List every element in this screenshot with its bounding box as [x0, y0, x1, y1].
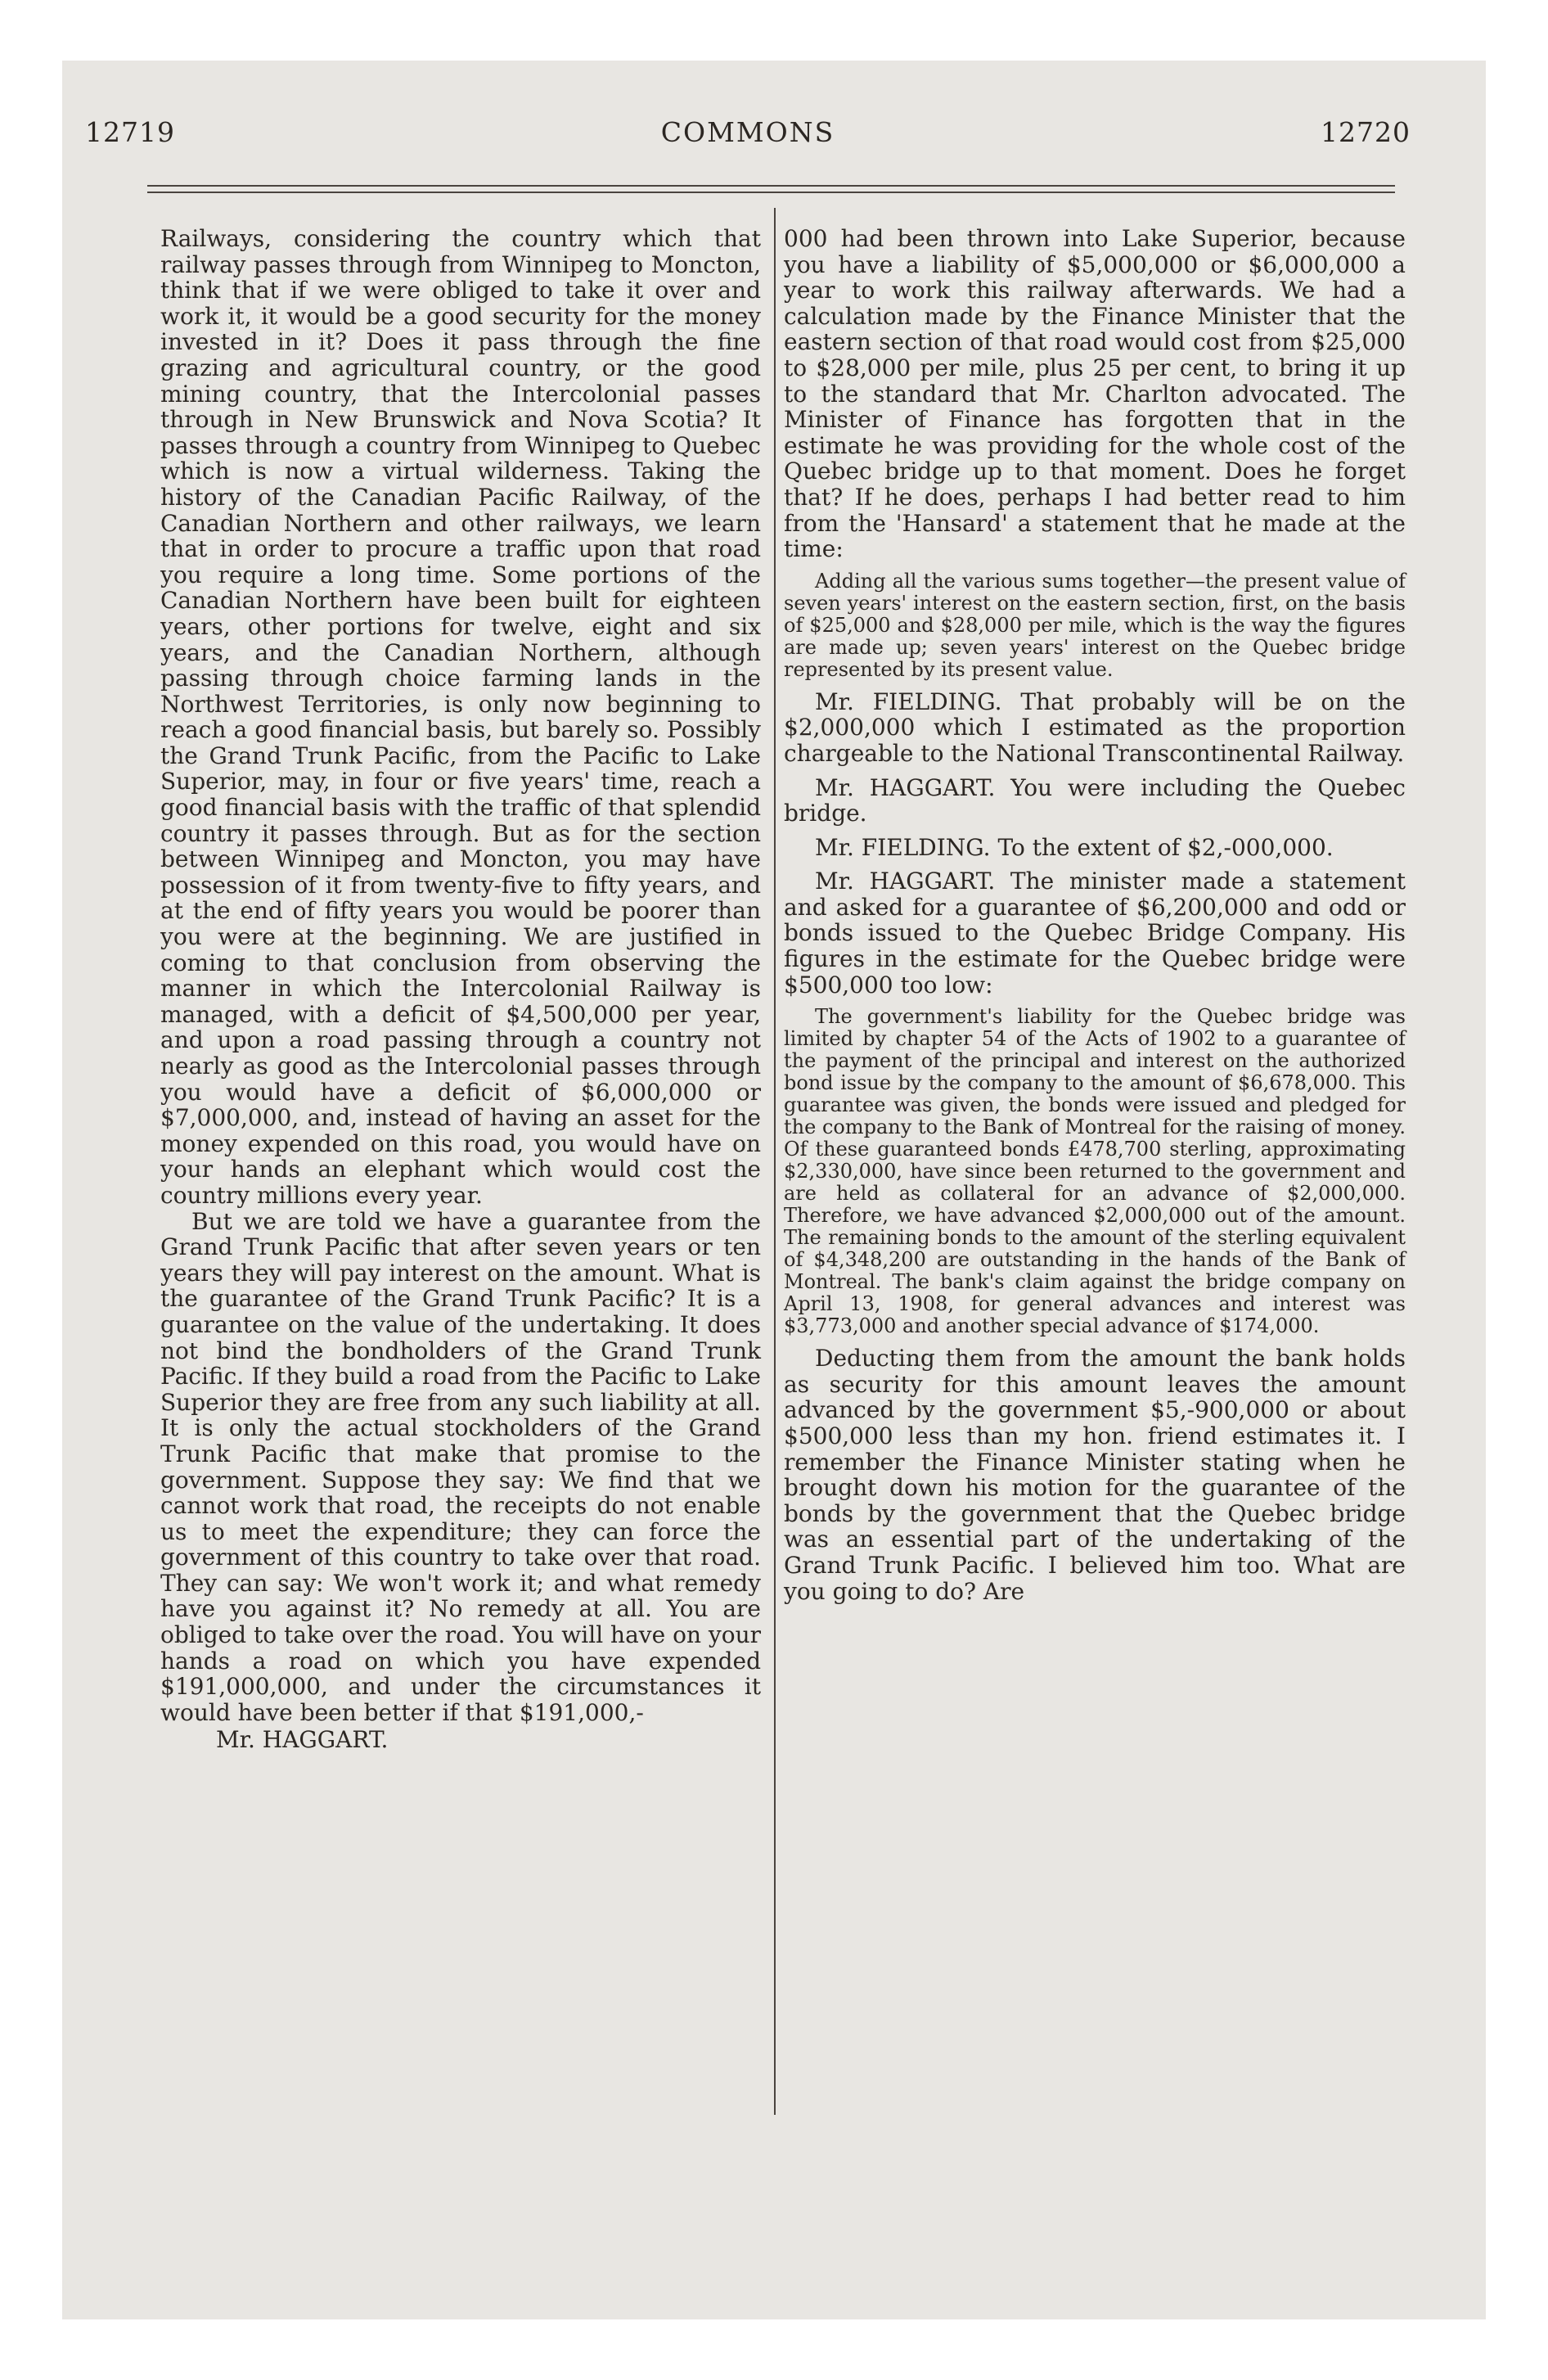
right-paragraph-3: Mr. HAGGART. You were including the Quebec bridge. — [784, 773, 1406, 827]
right-paragraph-2: Mr. FIELDING. That probably will be on the $2,000,000 which I estimated as the proportion chargeable to the National Transcontinental Railway. — [784, 687, 1406, 767]
left-page-number: 12719 — [85, 116, 175, 148]
quoted-statement-2: The government's liability for the Quebec bridge was limited by chapter 54 of the Acts of 1902 to a guarantee of the payment of the principal and interest on the authorized bond issue by the company to the amount of $6,678,000. This guarantee was given, the bonds were issued and pledged for the company to the Bank of Montreal for the raising of money. Of these guaranteed bonds £478,700 sterling, approximating $2,330,000, have since been returned to the government and are held as collateral for an advance of $2,000,000. Therefore, we have advanced $2,000,000 out of the amount. The remaining bonds to the amount of the sterling equivalent of $4,348,200 are outstanding in the hands of the Bank of Montreal. The bank's claim against the bridge company on April 13, 1908, for general advances and interest was $3,773,000 and another special advance of $174,000. — [784, 1005, 1406, 1338]
left-paragraph-1: Railways, considering the country which that railway passes through from Winnipeg to Moncton, think that if we were obliged to take it over and work it, it would be a good security for the money invested in it? Does it pass through the fine grazing and agricultural country, or the good mining country, that the Intercolonial passes through in New Brunswick and Nova Scotia? It passes through a country from Winnipeg to Quebec which is now a virtual wilderness. Taking the history of the Canadian Pacific Railway, of the Canadian Northern and other railways, we learn that in order to procure a traffic upon that road you require a long time. Some portions of the Canadian Northern have been built for eighteen years, other portions for twelve, eight and six years, and the Canadian Northern, although passing through choice farming lands in the Northwest Territories, is only now beginning to reach a good financial basis, but barely so. Possibly the Grand Trunk Pacific, from the Pacific to Lake Superior, may, in four or five years' time, reach a good financial basis with the traffic of that splendid country it passes through. But as for the section between Winnipeg and Moncton, you may have possession of it from twenty-five to fifty years, and at the end of fifty years you would be poorer than you were at the beginning. We are justified in coming to that conclusion from observing the manner in which the Intercolonial Railway is managed, with a deficit of $4,500,000 per year, and upon a road passing through a country not nearly as good as the Intercolonial passes through you would have a deficit of $6,000,000 or $7,000,000, and, instead of having an asset for the money expended on this road, you would have on your hands an elephant which would cost the country millions every year. — [160, 225, 761, 1209]
right-page-number: 12720 — [1321, 116, 1411, 148]
column-divider — [774, 208, 776, 2115]
quoted-statement-1: Adding all the various sums together—the present value of seven years' interest on the eastern section, first, on the basis of $25,000 and $28,000 per mile, which is the way the figures are made up; seven years' interest on the Quebec bridge represented by its present value. — [784, 569, 1406, 681]
speaker-signoff: Mr. HAGGART. — [216, 1726, 389, 1754]
right-paragraph-1: 000 had been thrown into Lake Superior, because you have a liability of $5,000,000 or $6,000,000 a year to work this railway afterwards. We had a calculation made by the Finance Minister that the eastern section of that road would cost from $25,000 to $28,000 per mile, plus 25 per cent, to bring it up to the standard that Mr. Charlton advocated. The Minister of Finance has forgotten that in the estimate he was providing for the whole cost of the Quebec bridge up to that moment. Does he forget that? If he does, perhaps I had better read to him from the 'Hansard' a statement that he made at the time: — [784, 225, 1406, 563]
right-paragraph-6: Deducting them from the amount the bank holds as security for this amount leaves the amount advanced by the government $5,-900,000 or about $500,000 less than my hon. friend estimates it. I remember the Finance Minister stating when he brought down his motion for the guarantee of the bonds by the government that the Quebec bridge was an essential part of the undertaking of the Grand Trunk Pacific. I believed him too. What are you going to do? Are — [784, 1345, 1406, 1605]
right-paragraph-4: Mr. FIELDING. To the extent of $2,-000,000. — [815, 833, 1334, 861]
right-column — [784, 226, 1406, 1604]
running-title: COMMONS — [660, 116, 835, 148]
header-rule-top — [147, 185, 1395, 187]
right-paragraph-5: Mr. HAGGART. The minister made a statement and asked for a guarantee of $6,200,000 and odd or bonds issued to the Quebec Bridge Company. His figures in the estimate for the Quebec bridge were $500,000 too low: — [784, 868, 1406, 998]
left-paragraph-2: But we are told we have a guarantee from the Grand Trunk Pacific that after seven years or ten years they will pay interest on the amount. What is the guarantee of the Grand Trunk Pacific? It is a guarantee on the value of the undertaking. It does not bind the bondholders of the Grand Trunk Pacific. If they build a road from the Pacific to Lake Superior they are free from any such liability at all. It is only the actual stockholders of the Grand Trunk Pacific that make that promise to the government. Suppose they say: We find that we cannot work that road, the receipts do not enable us to meet the expenditure; they can force the government of this country to take over that road. They can say: We won't work it; and what remedy have you against it? No remedy at all. You are obliged to take over the road. You will have on your hands a road on which you have expended $191,000,000, and under the circumstances it would have been better if that $191,000,- — [160, 1207, 761, 1726]
header-rule-bottom — [147, 192, 1395, 193]
page-header — [85, 116, 1411, 157]
left-column — [160, 226, 761, 1753]
